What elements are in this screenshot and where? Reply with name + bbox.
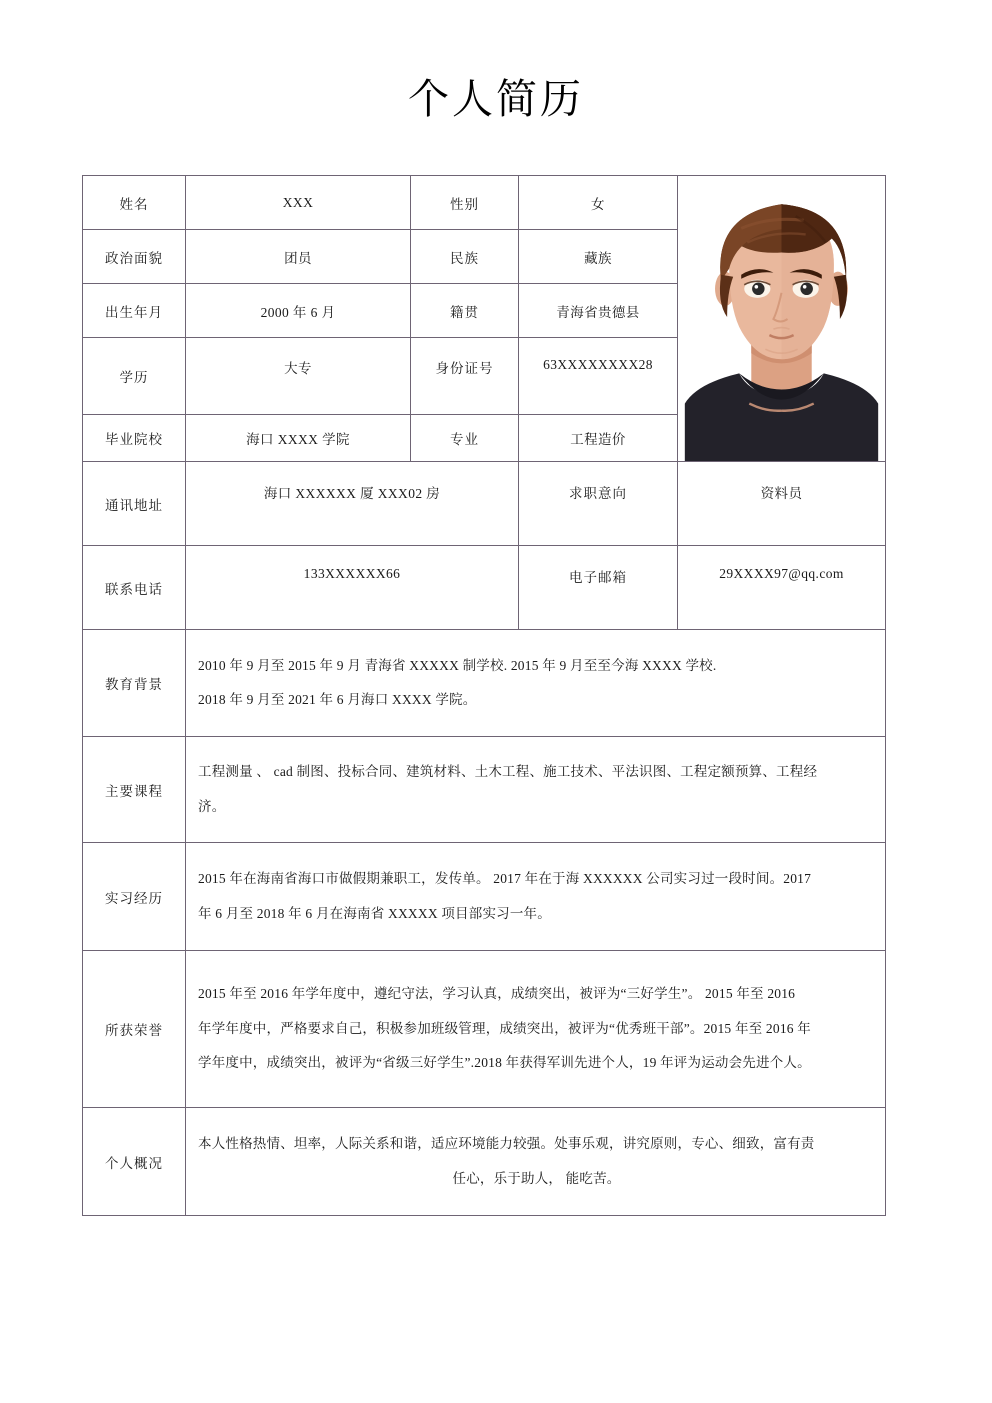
section-content-education-background	[186, 630, 886, 737]
section-line: 济。	[198, 798, 226, 814]
resume-table	[82, 175, 886, 1216]
section-label-honors: 所获荣誉	[83, 951, 186, 1108]
field-value-political-status: 团员	[186, 230, 411, 284]
field-label-graduated-school: 毕业院校	[83, 415, 186, 462]
section-line: 年 6 月至 2018 年 6 月在海南省 XXXXX 项目部实习一年。	[198, 905, 551, 921]
field-label-address: 通讯地址	[83, 462, 186, 546]
section-content-main-courses	[186, 737, 886, 843]
table-row	[83, 176, 886, 230]
field-value-education-level: 大专	[186, 338, 411, 415]
field-label-hometown: 籍贯	[411, 284, 519, 338]
field-label-gender: 性别	[411, 176, 519, 230]
section-line: 2015 年在海南省海口市做假期兼职工，发传单。 2017 年在于海 XXXXXX 公司实习过一段时间。2017	[198, 871, 812, 887]
field-label-id-number: 身份证号	[411, 338, 519, 415]
field-label-email: 电子邮箱	[519, 546, 678, 630]
field-value-name: XXX	[186, 176, 411, 230]
section-row-internship-experience	[83, 843, 886, 951]
field-label-ethnicity: 民族	[411, 230, 519, 284]
field-value-address: 海口 XXXXXX 厦 XXX02 房	[186, 462, 519, 546]
field-value-birthdate: 2000 年 6 月	[186, 284, 411, 338]
section-line: 工程测量 、 cad 制图、投标合同、建筑材料、土木工程、施工技术、平法识图、工程定额预算、工程经	[198, 764, 818, 780]
field-value-graduated-school: 海口 XXXX 学院	[186, 415, 411, 462]
field-label-major: 专业	[411, 415, 519, 462]
avatar-illustration	[678, 176, 885, 461]
field-value-id-number: 63XXXXXXXX28	[519, 338, 678, 415]
section-label-main-courses: 主要课程	[83, 737, 186, 843]
field-label-job-objective: 求职意向	[519, 462, 678, 546]
field-value-email: 29XXXX97@qq.com	[678, 546, 886, 630]
avatar	[678, 176, 885, 461]
section-content-honors	[186, 951, 886, 1108]
section-row-personal-profile	[83, 1108, 886, 1216]
field-value-job-objective: 资料员	[678, 462, 886, 546]
section-label-internship-experience: 实习经历	[83, 843, 186, 951]
section-line: 学年度中，成绩突出，被评为“省级三好学生”.2018 年获得军训先进个人，19 年评为运动会先进个人。	[198, 1055, 811, 1071]
photo-cell	[678, 176, 886, 462]
table-row	[83, 462, 886, 546]
field-value-phone: 133XXXXXX66	[186, 546, 519, 630]
field-label-name: 姓名	[83, 176, 186, 230]
field-value-hometown: 青海省贵德县	[519, 284, 678, 338]
section-row-main-courses	[83, 737, 886, 843]
section-line: 年学年度中，严格要求自己，积极参加班级管理，成绩突出，被评为“优秀班干部”。2015 年至 2016 年	[198, 1020, 812, 1036]
section-content-internship-experience	[186, 843, 886, 951]
section-line: 2010 年 9 月至 2015 年 9 月 青海省 XXXXX 制学校. 2015 年 9 月至至今海 XXXX 学校.	[198, 657, 717, 673]
section-line: 任心，乐于助人， 能吃苦。	[452, 1170, 621, 1186]
section-label-education-background: 教育背景	[83, 630, 186, 737]
section-label-personal-profile: 个人概况	[83, 1108, 186, 1216]
section-line: 2018 年 9 月至 2021 年 6 月海口 XXXX 学院。	[198, 692, 477, 707]
field-label-education-level: 学历	[83, 338, 186, 415]
page-title: 个人简历	[408, 76, 584, 122]
section-row-education-background	[83, 630, 886, 737]
section-row-honors	[83, 951, 886, 1108]
field-value-major: 工程造价	[519, 415, 678, 462]
section-content-personal-profile	[186, 1108, 886, 1216]
field-value-gender: 女	[519, 176, 678, 230]
field-label-birthdate: 出生年月	[83, 284, 186, 338]
field-label-phone: 联系电话	[83, 546, 186, 630]
section-line: 本人性格热情、坦率，人际关系和谐，适应环境能力较强。处事乐观，讲究原则，专心、细致，富有责	[198, 1136, 815, 1152]
table-row	[83, 546, 886, 630]
field-value-ethnicity: 藏族	[519, 230, 678, 284]
section-line: 2015 年至 2016 年学年度中，遵纪守法，学习认真，成绩突出，被评为“三好学生”。 2015 年至 2016	[198, 986, 796, 1002]
field-label-political-status: 政治面貌	[83, 230, 186, 284]
